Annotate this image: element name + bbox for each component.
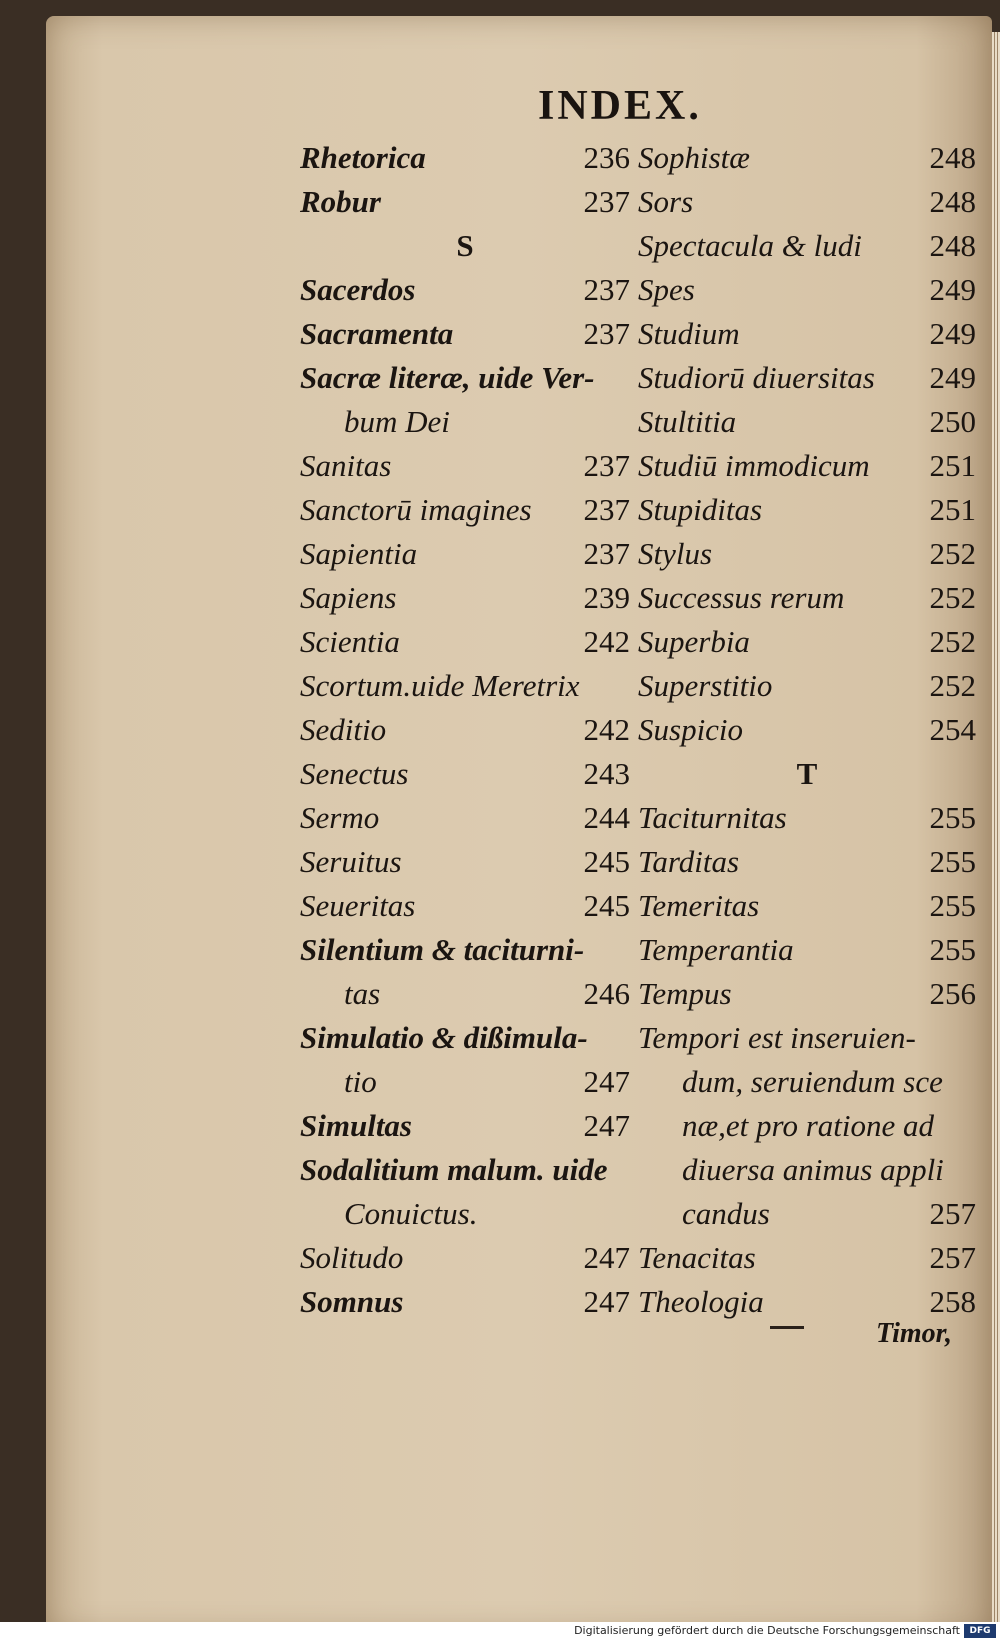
- index-term: Taciturnitas: [638, 800, 787, 835]
- index-term: Tempori est inseruien-: [638, 1020, 916, 1055]
- index-page-number: 257: [929, 1240, 976, 1275]
- index-term: diuersa animus appli: [682, 1152, 944, 1187]
- index-entry: [300, 796, 630, 840]
- index-page-number: 249: [929, 360, 976, 395]
- index-term: candus: [682, 1196, 770, 1231]
- index-entry: [300, 400, 630, 444]
- index-page-number: 246: [583, 976, 630, 1011]
- index-page-number: 250: [929, 404, 976, 439]
- index-entry: [300, 444, 630, 488]
- index-entry: [300, 972, 630, 1016]
- index-entry: [638, 1236, 976, 1280]
- index-term: Successus rerum: [638, 580, 845, 615]
- index-term: Sophistæ: [638, 140, 750, 175]
- index-page-number: 252: [929, 624, 976, 659]
- index-entry: [300, 1148, 630, 1192]
- index-term: Theologia: [638, 1284, 764, 1319]
- index-page-number: 237: [583, 272, 630, 307]
- index-entry: [300, 1104, 630, 1148]
- index-term: S: [456, 228, 474, 263]
- index-page-number: 256: [929, 976, 976, 1011]
- index-term: Temperantia: [638, 932, 794, 967]
- index-entry: [638, 356, 976, 400]
- index-term: Seueritas: [300, 888, 416, 923]
- index-entry: [300, 708, 630, 752]
- index-page-number: 249: [929, 272, 976, 307]
- index-page-number: 252: [929, 580, 976, 615]
- dfg-logo: DFG: [964, 1624, 996, 1638]
- index-term: Sodalitium malum. uide: [300, 1152, 608, 1187]
- index-page-number: 237: [583, 492, 630, 527]
- index-term: tio: [344, 1064, 377, 1099]
- index-term: Sanitas: [300, 448, 392, 483]
- index-entry: [300, 180, 630, 224]
- index-page-number: 237: [583, 448, 630, 483]
- index-entry: [300, 1192, 630, 1236]
- index-term: Sacerdos: [300, 272, 416, 307]
- index-entry: [300, 576, 630, 620]
- index-term: Studiorū diuersitas: [638, 360, 875, 395]
- index-term: Stupiditas: [638, 492, 763, 527]
- index-term: Temeritas: [638, 888, 760, 923]
- index-entry: [300, 312, 630, 356]
- index-term: Tenacitas: [638, 1240, 756, 1275]
- index-entry: [300, 488, 630, 532]
- index-entry: [300, 884, 630, 928]
- index-entry: [638, 576, 976, 620]
- index-entry: [638, 1016, 976, 1060]
- index-entry: [638, 840, 976, 884]
- index-term: Robur: [300, 184, 381, 219]
- index-entry: [300, 928, 630, 972]
- index-page-number: 243: [583, 756, 630, 791]
- index-term: Sapientia: [300, 536, 418, 571]
- index-term: Studium: [638, 316, 740, 351]
- index-entry: [300, 620, 630, 664]
- index-entry: [638, 972, 976, 1016]
- index-page-number: 255: [929, 844, 976, 879]
- index-term: Scientia: [300, 624, 400, 659]
- index-term: Silentium & taciturni-: [300, 932, 585, 967]
- index-entry: [638, 180, 976, 224]
- index-page-number: 255: [929, 888, 976, 923]
- index-page-number: 255: [929, 932, 976, 967]
- index-term: Superbia: [638, 624, 750, 659]
- index-entry: [638, 752, 976, 796]
- index-page-number: 247: [583, 1240, 630, 1275]
- catchword-dash: [770, 1326, 804, 1329]
- index-term: Simultas: [300, 1108, 412, 1143]
- index-term: Sermo: [300, 800, 380, 835]
- index-term: Scortum.uide Meretrix: [300, 668, 580, 703]
- index-page-number: 257: [929, 1196, 976, 1231]
- index-term: Tempus: [638, 976, 732, 1011]
- index-entry: [638, 312, 976, 356]
- index-page-number: 237: [583, 184, 630, 219]
- page-header: INDEX.: [538, 83, 702, 129]
- index-term: bum Dei: [344, 404, 450, 439]
- index-entry: [638, 796, 976, 840]
- index-page-number: 252: [929, 668, 976, 703]
- index-term: Solitudo: [300, 1240, 404, 1275]
- index-entry: [638, 1148, 976, 1192]
- index-term: tas: [344, 976, 381, 1011]
- index-term: Simulatio & dißimula-: [300, 1020, 588, 1055]
- index-entry: [638, 1060, 976, 1104]
- index-entry: [638, 488, 976, 532]
- index-page-number: 258: [929, 1284, 976, 1319]
- index-term: Seruitus: [300, 844, 402, 879]
- index-page-number: 251: [929, 448, 976, 483]
- index-term: Sacræ literæ, uide Ver-: [300, 360, 595, 395]
- footer-credit: Digitalisierung gefördert durch die Deutsche Forschungsgemeinschaft: [574, 1624, 960, 1637]
- index-entry: [638, 268, 976, 312]
- index-term: T: [796, 756, 818, 791]
- index-entry: [300, 664, 630, 708]
- index-page-number: 252: [929, 536, 976, 571]
- catchword: Timor,: [876, 1318, 952, 1349]
- index-entry: [638, 664, 976, 708]
- index-term: dum, seruiendum sce: [682, 1064, 943, 1099]
- index-page-number: 249: [929, 316, 976, 351]
- index-page-number: 237: [583, 536, 630, 571]
- index-page-number: 254: [929, 712, 976, 747]
- index-page-number: 248: [929, 140, 976, 175]
- index-entry: [300, 356, 630, 400]
- index-term: Seditio: [300, 712, 387, 747]
- index-term: Senectus: [300, 756, 409, 791]
- index-entry: [638, 1104, 976, 1148]
- index-entry: [638, 444, 976, 488]
- index-term: Stultitia: [638, 404, 737, 439]
- index-page-number: 239: [583, 580, 630, 615]
- index-entry: [300, 1236, 630, 1280]
- index-term: Conuictus.: [344, 1196, 478, 1231]
- index-page-number: 251: [929, 492, 976, 527]
- index-page-number: 248: [929, 228, 976, 263]
- index-entry: [300, 1280, 630, 1324]
- index-term: Superstitio: [638, 668, 773, 703]
- index-term: Stylus: [638, 536, 713, 571]
- index-term: Sanctorū imagines: [300, 492, 532, 527]
- index-entry: [638, 400, 976, 444]
- index-term: Sacramenta: [300, 316, 454, 351]
- index-term: Studiū immodicum: [638, 448, 870, 483]
- index-column-right: [638, 136, 976, 1324]
- index-entry: [300, 840, 630, 884]
- index-entry: [638, 620, 976, 664]
- index-page-number: 236: [583, 140, 630, 175]
- index-page-number: 247: [583, 1284, 630, 1319]
- index-page-number: 247: [583, 1064, 630, 1099]
- index-page-number: 245: [583, 844, 630, 879]
- index-term: Rhetorica: [300, 140, 426, 175]
- index-page-number: 237: [583, 316, 630, 351]
- index-entry: [638, 884, 976, 928]
- index-page-number: 255: [929, 800, 976, 835]
- index-entry: [638, 224, 976, 268]
- index-page-number: 247: [583, 1108, 630, 1143]
- index-page-number: 242: [583, 624, 630, 659]
- index-entry: [638, 708, 976, 752]
- index-entry: [638, 532, 976, 576]
- index-entry: [300, 752, 630, 796]
- index-page-number: 242: [583, 712, 630, 747]
- index-column-left: [300, 136, 630, 1324]
- index-entry: [638, 1192, 976, 1236]
- index-entry: [300, 224, 630, 268]
- index-term: Sors: [638, 184, 694, 219]
- index-term: Spectacula & ludi: [638, 228, 862, 263]
- index-term: Suspicio: [638, 712, 744, 747]
- index-entry: [300, 1060, 630, 1104]
- index-page-number: 248: [929, 184, 976, 219]
- footer-bar: [0, 1622, 1000, 1641]
- index-entry: [300, 136, 630, 180]
- index-term: Somnus: [300, 1284, 404, 1319]
- index-entry: [638, 928, 976, 972]
- index-entry: [300, 268, 630, 312]
- index-page-number: 244: [583, 800, 630, 835]
- index-term: Sapiens: [300, 580, 397, 615]
- index-entry: [638, 136, 976, 180]
- index-term: Tarditas: [638, 844, 740, 879]
- index-term: næ,et pro ratione ad: [682, 1108, 935, 1143]
- index-page-number: 245: [583, 888, 630, 923]
- index-term: Spes: [638, 272, 695, 307]
- index-entry: [300, 1016, 630, 1060]
- index-entry: [300, 532, 630, 576]
